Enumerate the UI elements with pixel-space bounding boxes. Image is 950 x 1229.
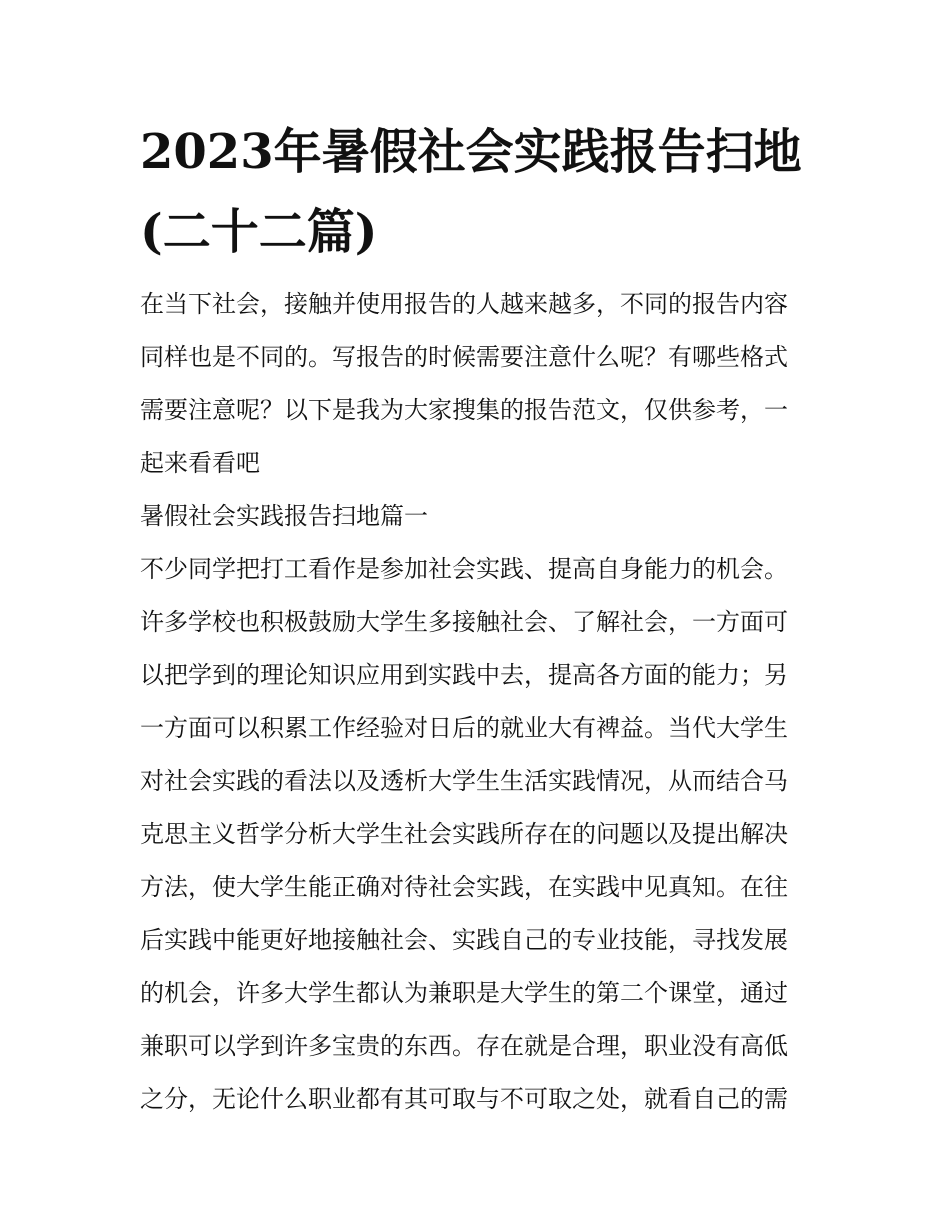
- body-paragraph: [140, 543, 812, 1126]
- text-line: 之分，无论什么职业都有其可取与不可取之处，就看自己的需: [140, 1085, 788, 1113]
- text-line: 同样也是不同的。写报告的时候需要注意什么呢？有哪些格式: [140, 343, 788, 371]
- text-line: 克思主义哲学分析大学生社会实践所存在的问题以及提出解决: [140, 820, 788, 848]
- text-line: 需要注意呢？以下是我为大家搜集的报告范文，仅供参考，一: [140, 396, 788, 424]
- text-line: 兼职可以学到许多宝贵的东西。存在就是合理，职业没有高低: [140, 1032, 788, 1060]
- text-line: 方法，使大学生能正确对待社会实践，在实践中见真知。在往: [140, 873, 788, 901]
- section-heading-text: 暑假社会实践报告扫地篇一: [140, 502, 428, 530]
- text-line: 对社会实践的看法以及透析大学生生活实践情况，从而结合马: [140, 767, 788, 795]
- document-body: [140, 278, 812, 1126]
- section-heading: [140, 490, 812, 543]
- text-line: 不少同学把打工看作是参加社会实践、提高自身能力的机会。: [140, 555, 788, 583]
- document-title: [140, 112, 820, 272]
- title-line: (二十二篇): [140, 204, 378, 260]
- text-line: 许多学校也积极鼓励大学生多接触社会、了解社会，一方面可: [140, 608, 788, 636]
- text-line: 后实践中能更好地接触社会、实践自己的专业技能，寻找发展: [140, 926, 788, 954]
- text-line: 在当下社会，接触并使用报告的人越来越多，不同的报告内容: [140, 290, 788, 318]
- title-line: 2023年暑假社会实践报告扫地: [140, 124, 802, 180]
- text-line: 的机会，许多大学生都认为兼职是大学生的第二个课堂，通过: [140, 979, 788, 1007]
- intro-paragraph: [140, 278, 812, 490]
- text-line: 一方面可以积累工作经验对日后的就业大有裨益。当代大学生: [140, 714, 788, 742]
- text-line: 起来看看吧: [140, 449, 260, 477]
- text-line: 以把学到的理论知识应用到实践中去，提高各方面的能力；另: [140, 661, 788, 689]
